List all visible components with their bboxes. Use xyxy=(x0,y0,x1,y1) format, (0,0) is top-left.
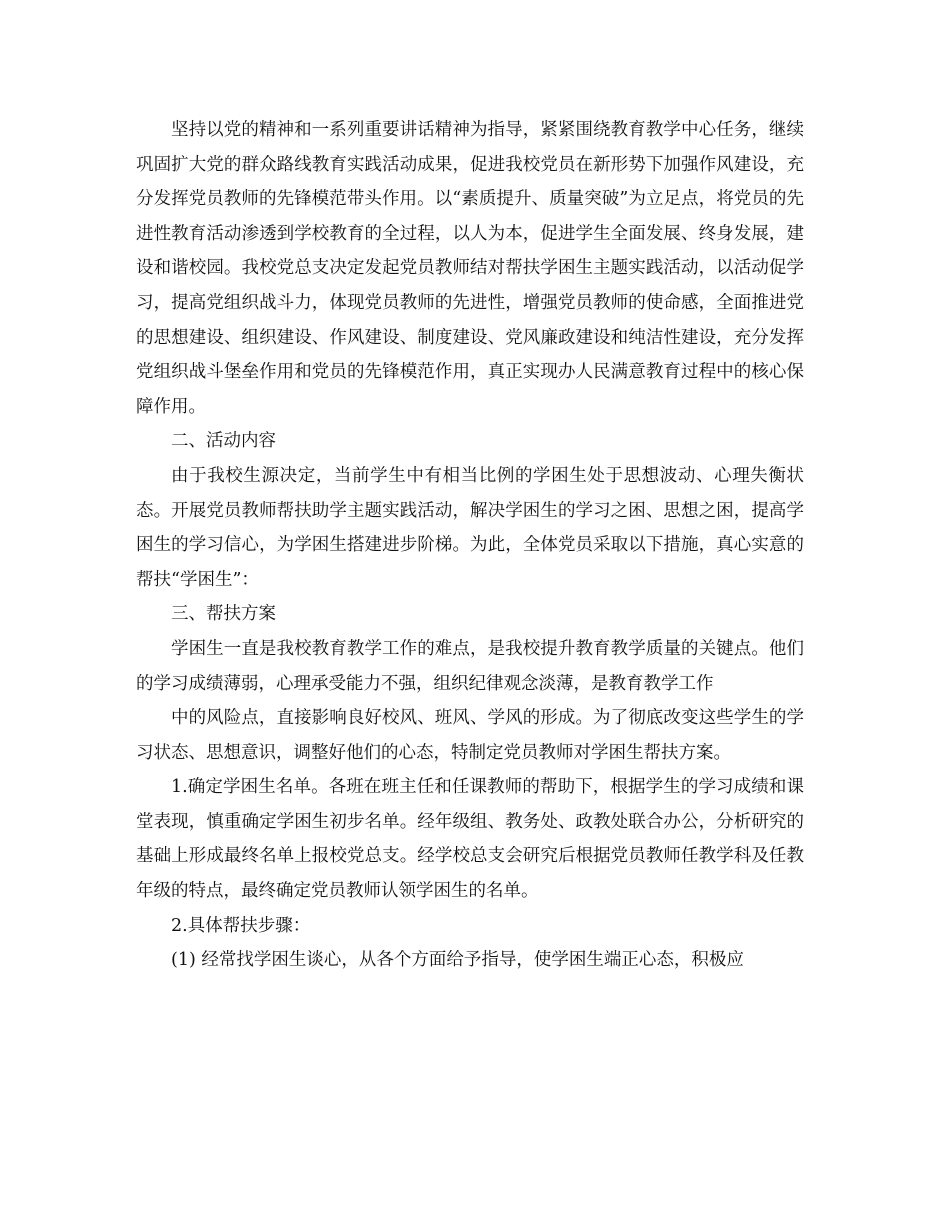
paragraph-step-2-1: (1) 经常找学困生谈心，从各个方面给予指导，使学困生端正心态，积极应 xyxy=(171,950,744,971)
document-body xyxy=(136,113,804,978)
section-heading-assistance-plan: 三、帮扶方案 xyxy=(171,604,276,625)
paragraph-plan-part1: 学困生一直是我校教育教学工作的难点，是我校提升教育教学质量的关键点。他们的学习成绩薄弱，心理承受能力不强，组织纪律观念淡薄，是教育教学工作 xyxy=(136,638,804,694)
paragraph-intro: 坚持以党的精神和一系列重要讲话精神为指导，紧紧围绕教育教学中心任务，继续巩固扩大党的群众路线教育实践活动成果，促进我校党员在新形势下加强作风建设，充分发挥党员教师的先锋模范带头作用。以“素质提升、质量突破”为立足点，将党员的先进性教育活动渗透到学校教育的全过程，以人为本，促进学生全面发展、终身发展，建设和谐校园。我校党总支决定发起党员教师结对帮扶学困生主题实践活动，以活动促学习，提高党组织战斗力，体现党员教师的先进性，增强党员教师的使命感，全面推进党的思想建设、组织建设、作风建设、制度建设、党风廉政建设和纯洁性建设，充分发挥党组织战斗堡垒作用和党员的先锋模范作用，真正实现办人民满意教育过程中的核心保障作用。 xyxy=(136,120,804,417)
paragraph-step-1: 1.确定学困生名单。各班在班主任和任课教师的帮助下，根据学生的学习成绩和课堂表现，慎重确定学困生初步名单。经年级组、教务处、政教处联合办公，分析研究的基础上形成最终名单上报校党总支。经学校总支会研究后根据党员教师任教学科及任教年级的特点，最终确定党员教师认领学困生的名单。 xyxy=(136,777,804,902)
paragraph-step-2: 2.具体帮扶步骤： xyxy=(171,915,311,936)
paragraph-plan-part2: 中的风险点，直接影响良好校风、班风、学风的形成。为了彻底改变这些学生的学习状态、思想意识，调整好他们的心态，特制定党员教师对学困生帮扶方案。 xyxy=(136,708,804,763)
paragraph-activity-content: 由于我校生源决定，当前学生中有相当比例的学困生处于思想波动、心理失衡状态。开展党员教师帮扶助学主题实践活动，解决学困生的学习之困、思想之困，提高学困生的学习信心，为学困生搭建进步阶梯。为此，全体党员采取以下措施，真心实意的帮扶“学困生”： xyxy=(136,465,804,590)
section-heading-activity-content: 二、活动内容 xyxy=(171,431,276,452)
